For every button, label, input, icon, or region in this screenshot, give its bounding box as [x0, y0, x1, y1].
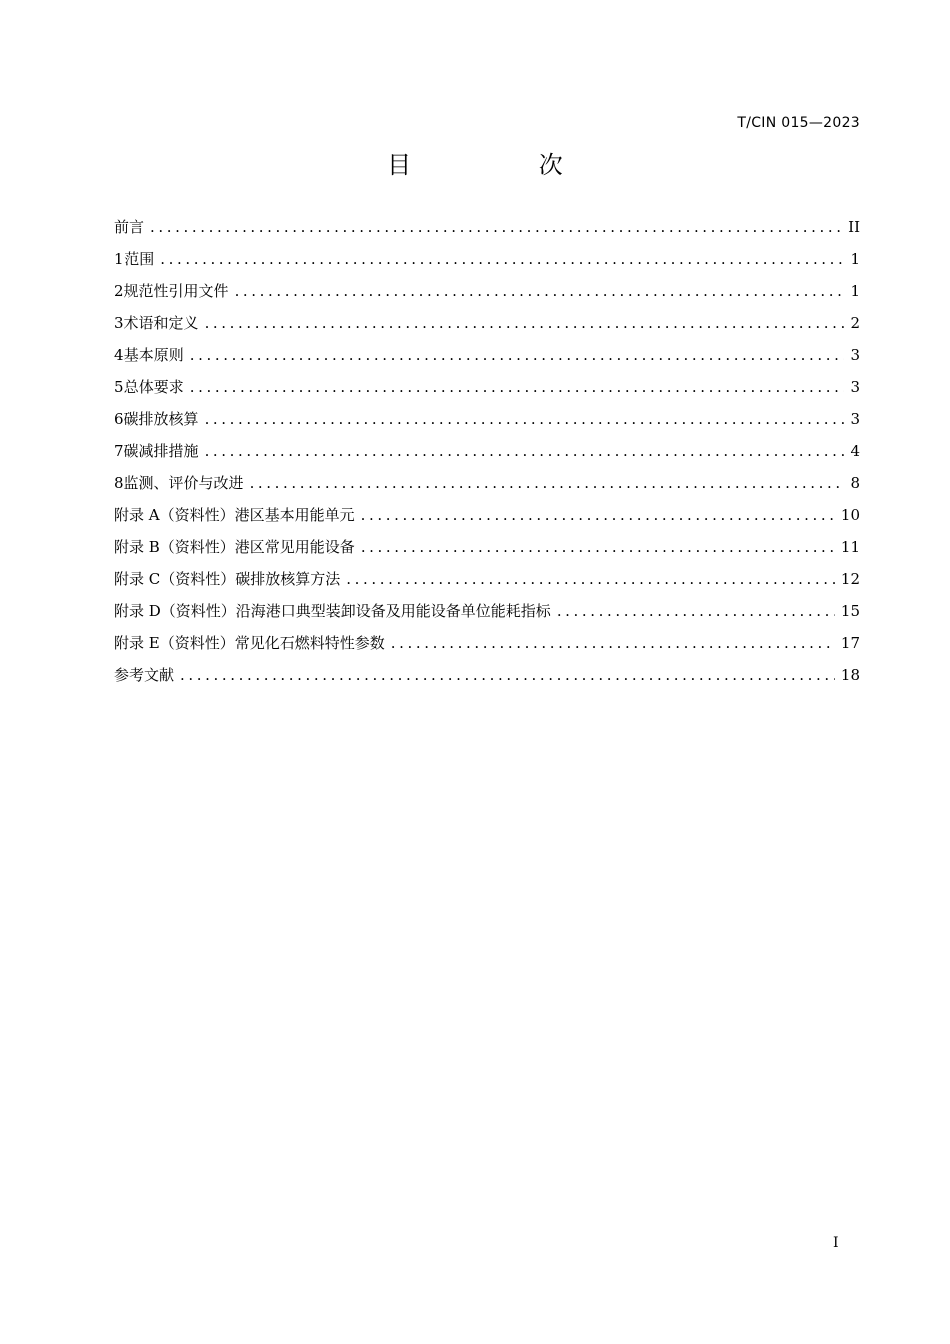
- toc-entry-number: 7: [114, 442, 124, 460]
- toc-entry-number: 6: [114, 410, 124, 428]
- toc-entry-title: 碳排放核算方法: [235, 570, 341, 588]
- toc-entry-number: 8: [114, 474, 124, 492]
- toc-entry-title: 港区常见用能设备: [234, 538, 355, 556]
- toc-leader-dots: [150, 211, 842, 243]
- toc-entry-title: 总体要求: [123, 378, 184, 396]
- toc-entry-title: 碳排放核算: [123, 410, 199, 428]
- toc-leader-dots: [250, 467, 844, 499]
- toc-leader-dots: [190, 371, 844, 403]
- toc-leader-dots: [235, 275, 844, 307]
- toc-leader-dots: [346, 563, 835, 595]
- toc-entry-number: 2: [114, 282, 124, 300]
- toc-entry-title: 术语和定义: [123, 314, 199, 332]
- page-number: I: [833, 1235, 839, 1251]
- toc-entry[interactable]: [114, 467, 860, 499]
- toc-entry-page: 11: [840, 538, 860, 556]
- toc-entry[interactable]: [114, 659, 860, 691]
- toc-entry-page: 17: [840, 634, 860, 652]
- document-code: T/CIN 015—2023: [737, 115, 860, 131]
- toc-entry-appendix-label: 附录 A（资料性）: [114, 506, 235, 524]
- toc-leader-dots: [361, 531, 835, 563]
- toc-leader-dots: [205, 307, 844, 339]
- toc-leader-dots: [160, 243, 844, 275]
- toc-entry[interactable]: [114, 595, 860, 627]
- toc-entry-page: 3: [850, 410, 860, 428]
- toc-entry[interactable]: [114, 403, 860, 435]
- toc-entry[interactable]: [114, 275, 860, 307]
- toc-entry-number: 4: [114, 346, 124, 364]
- toc-entry-page: II: [848, 218, 860, 236]
- toc-leader-dots: [205, 435, 844, 467]
- page-title: 目 次: [387, 151, 623, 179]
- toc-entry-page: 10: [840, 506, 860, 524]
- toc-entry[interactable]: [114, 243, 860, 275]
- toc-entry[interactable]: [114, 499, 860, 531]
- toc-entry[interactable]: [114, 627, 860, 659]
- toc-entry-title: 基本原则: [123, 346, 184, 364]
- toc-entry-page: 3: [850, 378, 860, 396]
- toc-entry-title: 碳减排措施: [123, 442, 199, 460]
- toc-leader-dots: [205, 403, 844, 435]
- toc-entry-title: 港区基本用能单元: [234, 506, 355, 524]
- toc-entry-appendix-label: 附录 D（资料性）: [114, 602, 236, 620]
- toc-entry-page: 3: [850, 346, 860, 364]
- toc-entry-title: 沿海港口典型装卸设备及用能设备单位能耗指标: [235, 602, 551, 620]
- toc-entry-title: 范围: [124, 250, 155, 268]
- toc-entry-page: 4: [850, 442, 860, 460]
- toc-entry-appendix-label: 附录 B（资料性）: [114, 538, 235, 556]
- toc-entry-number: 1: [114, 250, 124, 268]
- toc-entry-number: 5: [114, 378, 124, 396]
- toc-entry-number: 3: [114, 314, 124, 332]
- toc-leader-dots: [391, 627, 835, 659]
- toc-entry-page: 2: [850, 314, 860, 332]
- toc-entry-page: 12: [840, 570, 860, 588]
- toc-entry[interactable]: [114, 211, 860, 243]
- toc-leader-dots: [190, 339, 844, 371]
- toc-entry-page: 15: [840, 602, 860, 620]
- toc-entry[interactable]: [114, 435, 860, 467]
- toc-entry[interactable]: [114, 307, 860, 339]
- toc-entry-page: 8: [850, 474, 860, 492]
- toc-leader-dots: [557, 595, 835, 627]
- toc-leader-dots: [180, 659, 835, 691]
- toc-entry-page: 1: [850, 282, 860, 300]
- table-of-contents: [114, 211, 860, 691]
- toc-entry[interactable]: [114, 563, 860, 595]
- toc-entry-title: 规范性引用文件: [123, 282, 229, 300]
- toc-leader-dots: [361, 499, 835, 531]
- toc-entry-title: 监测、评价与改进: [123, 474, 244, 492]
- toc-entry-appendix-label: 附录 C（资料性）: [114, 570, 236, 588]
- toc-entry-title: 常见化石燃料特性参数: [234, 634, 385, 652]
- toc-entry[interactable]: [114, 371, 860, 403]
- toc-entry[interactable]: [114, 531, 860, 563]
- toc-entry-page: 18: [840, 666, 860, 684]
- toc-entry-title: 前言: [114, 218, 145, 236]
- toc-entry-appendix-label: 附录 E（资料性）: [114, 634, 235, 652]
- toc-entry-page: 1: [850, 250, 860, 268]
- toc-entry-title: 参考文献: [114, 666, 175, 684]
- toc-entry[interactable]: [114, 339, 860, 371]
